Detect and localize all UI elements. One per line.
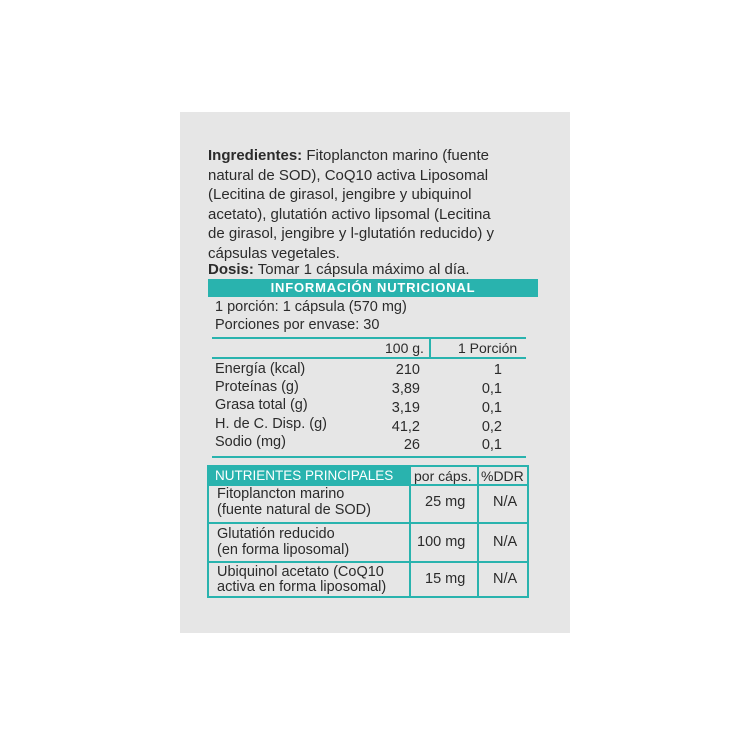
nutrients-header-ddr: %DDR (481, 468, 524, 484)
nutrient-name: activa en forma liposomal) (217, 579, 387, 595)
nutrient-name: Ubiquinol acetato (CoQ10 (217, 564, 384, 580)
nutrient-amount: 25 mg (425, 494, 466, 510)
nutrition-row-perserving: 0,1 (481, 381, 502, 397)
nutrition-row-label: Grasa total (g) (215, 397, 308, 413)
ingredients-line: acetato), glutatión activo lipsomal (Lecitina (208, 205, 491, 223)
nutrition-row-per100: 210 (395, 362, 420, 378)
row-divider (209, 522, 527, 524)
main-nutrients-table (207, 465, 529, 598)
ingredients-label: Ingredientes: (208, 147, 303, 164)
nutrition-row-perserving: 1 (493, 362, 502, 378)
dosage-text: Tomar 1 cápsula máximo al día. (257, 261, 470, 278)
column-header-100g: 100 g. (385, 340, 424, 356)
divider (212, 456, 526, 458)
nutrition-row-per100: 41,2 (391, 419, 420, 435)
nutrient-name: Glutatión reducido (217, 526, 335, 542)
nutrition-title-bar: INFORMACIÓN NUTRICIONAL (208, 279, 538, 297)
nutrition-row-per100: 3,19 (391, 400, 420, 416)
nutrient-ddr: N/A (493, 494, 518, 510)
column-header-portion: 1 Porción (458, 340, 518, 356)
nutrition-row-label: Sodio (mg) (215, 434, 286, 450)
nutrition-row-per100: 3,89 (391, 381, 420, 397)
row-divider (209, 561, 527, 563)
nutrition-row-label: Proteínas (g) (215, 379, 299, 395)
nutrients-header-amount: por cáps. (414, 468, 472, 484)
nutrition-row-perserving: 0,1 (481, 437, 502, 453)
nutrient-ddr: N/A (493, 571, 518, 587)
serving-size: 1 porción: 1 cápsula (570 mg) (215, 299, 407, 315)
column-separator (477, 467, 479, 596)
nutrient-amount: 15 mg (425, 571, 466, 587)
divider (212, 357, 526, 359)
ingredients-paragraph (208, 146, 538, 263)
ingredients-line: Fitoplancton marino (fuente (306, 147, 489, 164)
nutrition-row-perserving: 0,2 (481, 419, 502, 435)
nutrient-amount: 100 mg (417, 534, 466, 550)
nutrient-name: (en forma liposomal) (217, 542, 350, 558)
nutrition-row-perserving: 0,1 (481, 400, 502, 416)
nutrients-table-header: NUTRIENTES PRINCIPALES (209, 467, 410, 485)
nutrition-row-label: Energía (kcal) (215, 361, 306, 377)
ingredients-line: cápsulas vegetales. (208, 244, 340, 262)
ingredients-line: natural de SOD), CoQ10 activa Liposomal (208, 166, 489, 184)
nutrition-row-label: H. de C. Disp. (g) (215, 416, 327, 432)
ingredients-line: de girasol, jengibre y l-glutatión reducido) y (208, 225, 494, 242)
dosage-label: Dosis: (208, 261, 254, 278)
divider (212, 337, 526, 339)
servings-per-container: Porciones por envase: 30 (215, 317, 380, 333)
nutrient-name: Fitoplancton marino (217, 486, 345, 502)
column-separator (429, 338, 431, 358)
dosage-line (208, 260, 470, 279)
nutrient-name: (fuente natural de SOD) (217, 502, 371, 518)
nutrient-ddr: N/A (493, 534, 518, 550)
ingredients-line: (Lecitina de girasol, jengibre y ubiquinol (208, 186, 472, 203)
nutrition-row-per100: 26 (403, 437, 420, 453)
column-separator (409, 467, 411, 596)
